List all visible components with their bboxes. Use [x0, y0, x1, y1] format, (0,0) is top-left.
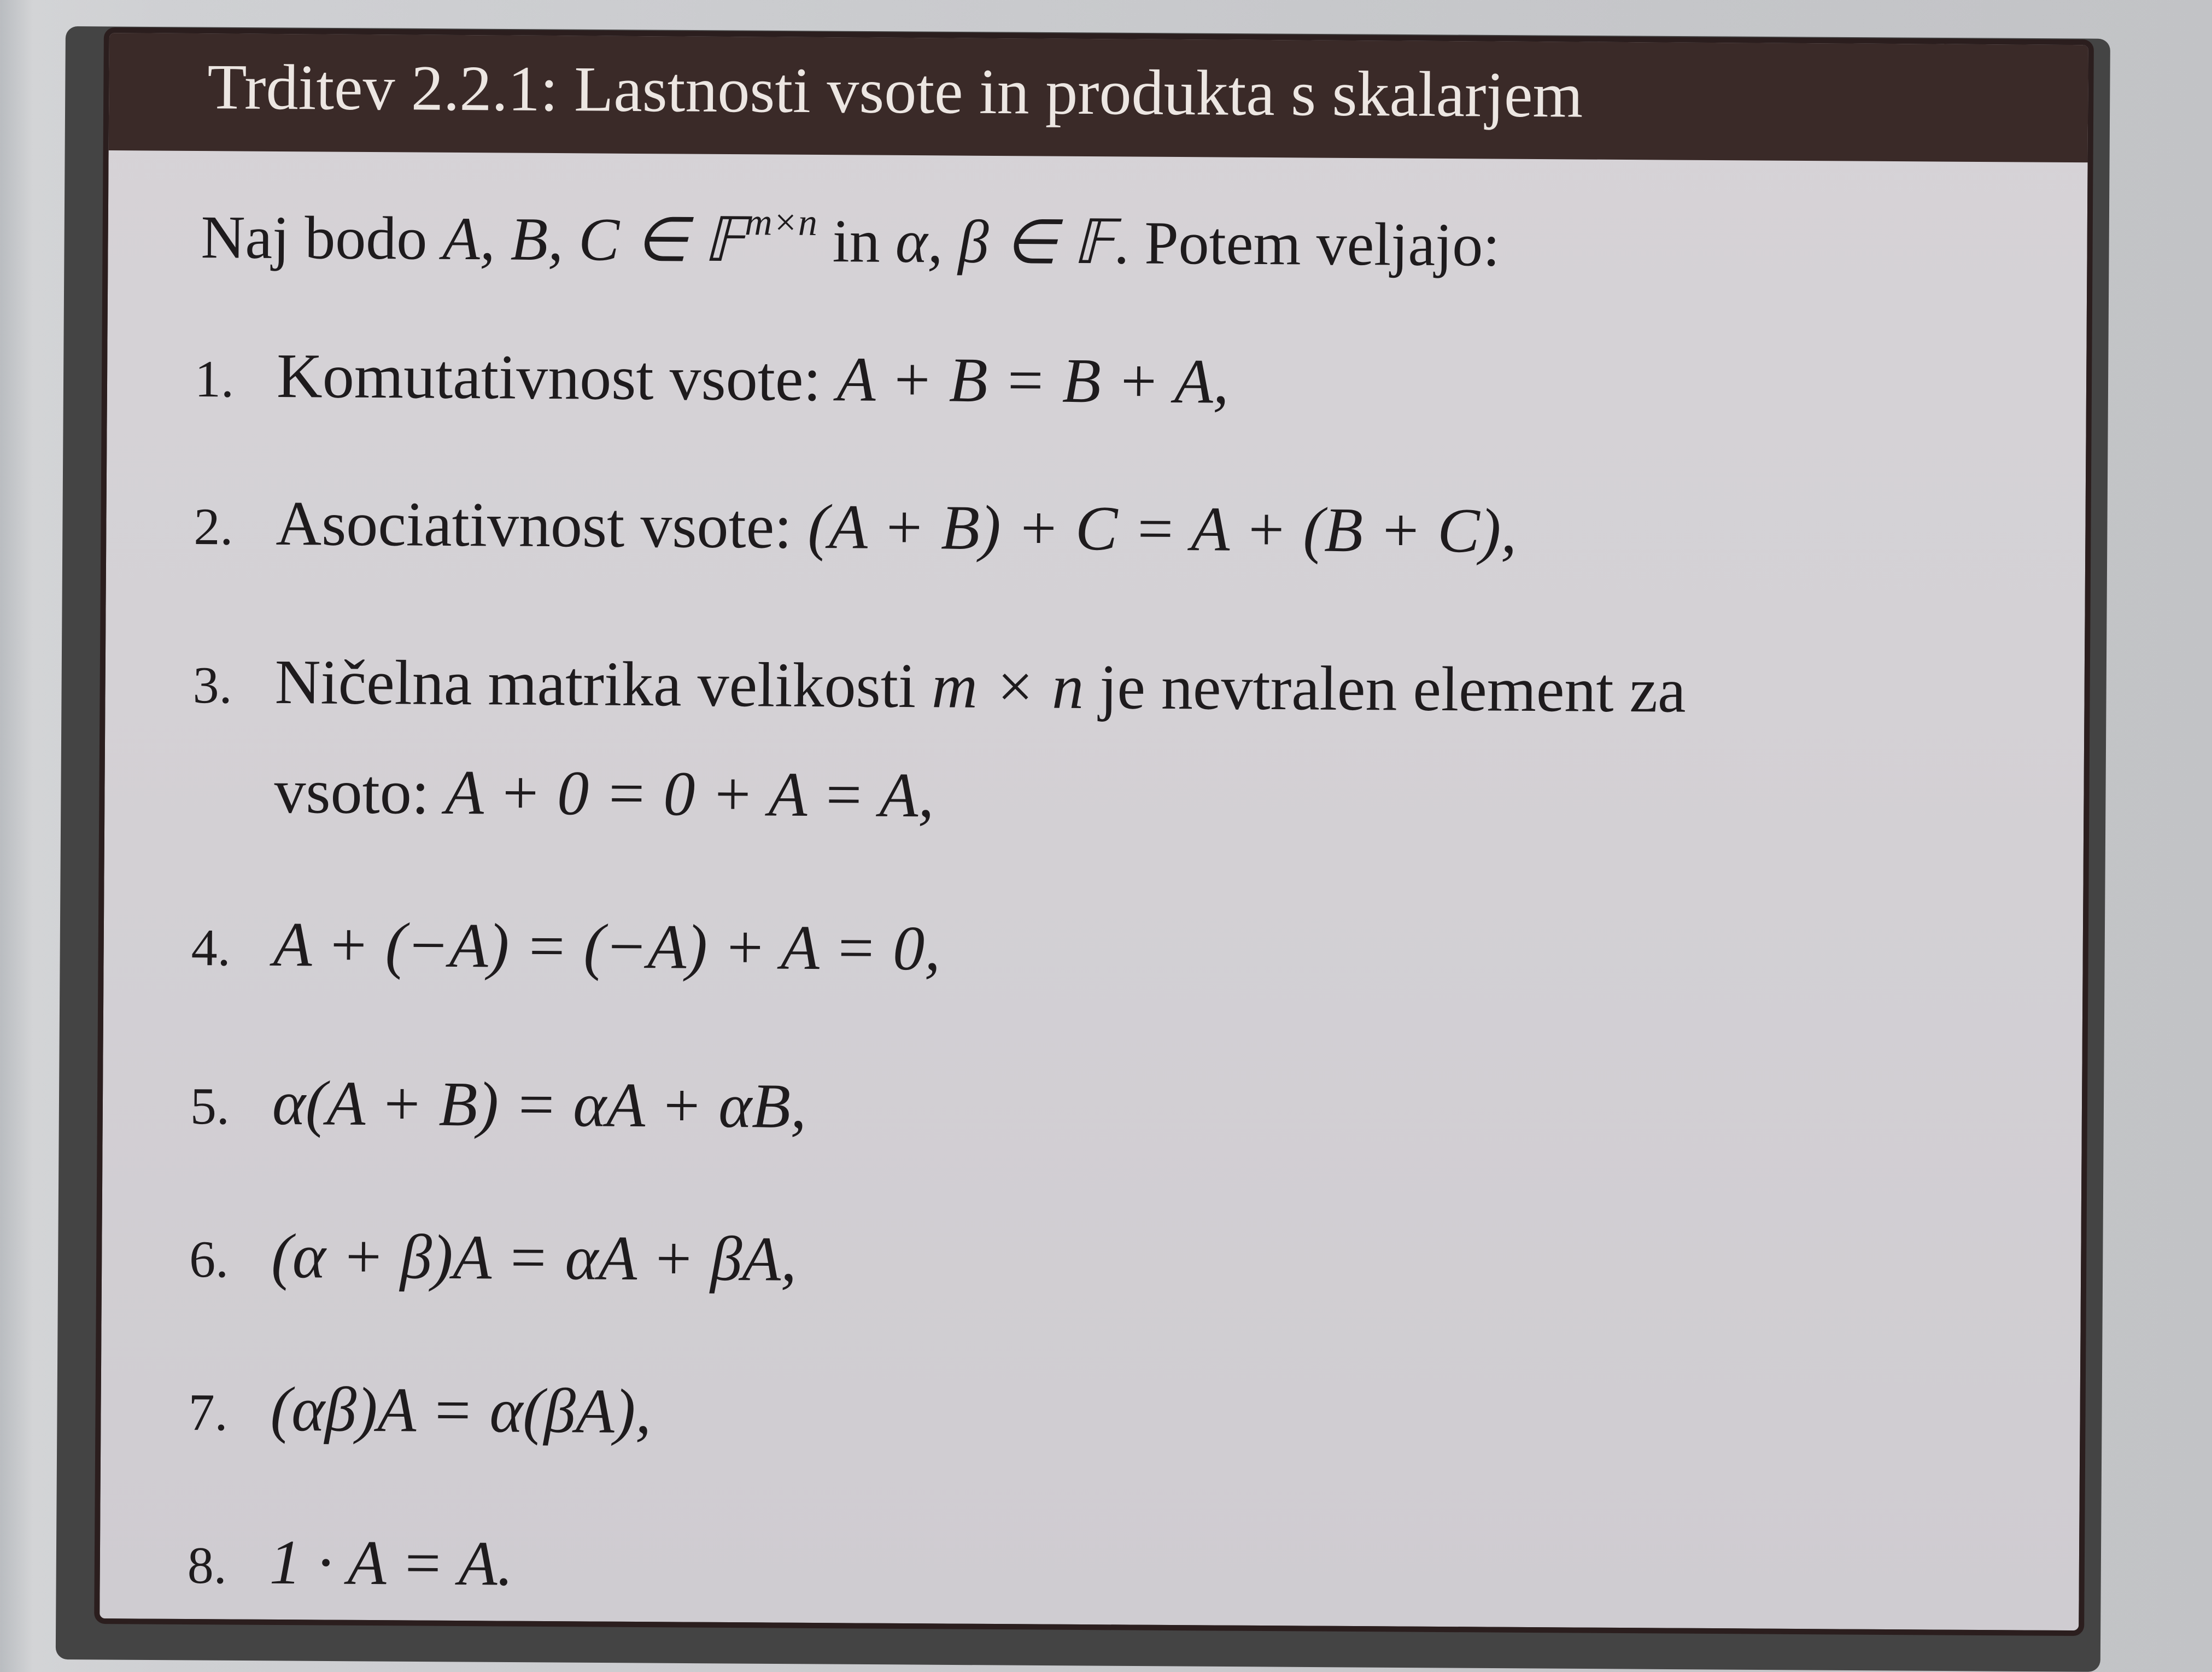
theorem-header: [109, 33, 2088, 162]
item-label: Komutativnost vsote:: [276, 341, 838, 415]
item-number: 3.: [192, 656, 232, 715]
list-item: [187, 1526, 513, 1601]
intro-sets: A, B, C ∈ 𝔽: [442, 204, 745, 275]
item-number: 7.: [188, 1382, 228, 1442]
item-label: Asociativnost vsote:: [276, 488, 808, 562]
intro-prefix: Naj bodo: [201, 203, 443, 273]
item-formula: (α + β)A = αA + βA,: [271, 1221, 797, 1295]
list-item: [190, 1067, 807, 1143]
intro-mid: in: [817, 207, 896, 276]
item-formula: m × n: [931, 651, 1084, 722]
item-number: 2.: [194, 497, 233, 556]
list-item: [191, 908, 940, 985]
item-label: vsoto:: [274, 756, 446, 828]
item-label-continued: je nevtralen element za: [1083, 652, 1687, 726]
theorem-box: [94, 27, 2094, 1636]
item-formula: (αβ)A = α(βA),: [270, 1374, 652, 1447]
item-formula: A + B = B + A,: [836, 344, 1230, 417]
intro-scalars: α, β ∈ 𝔽: [895, 207, 1114, 277]
intro-suffix: . Potem veljajo:: [1113, 209, 1500, 279]
list-item: [188, 1373, 652, 1448]
item-formula: A + (−A) = (−A) + A = 0,: [273, 909, 941, 984]
theorem-title: Trditev 2.2.1: Lastnosti vsote in produkta s skalarjem: [207, 51, 1583, 131]
list-item: [195, 340, 1229, 419]
list-item-continuation: [274, 756, 934, 832]
item-number: 1.: [194, 349, 235, 408]
item-formula: 1 · A = A.: [269, 1527, 513, 1599]
list-item: [192, 646, 1686, 728]
intro-dimension: m×n: [744, 201, 818, 244]
list-item: [194, 487, 1517, 568]
item-formula: A + 0 = 0 + A = A,: [444, 757, 934, 831]
item-number: 6.: [189, 1229, 229, 1289]
list-item: [189, 1220, 797, 1296]
item-label: Ničelna matrika velikosti: [274, 647, 932, 722]
item-number: 5.: [190, 1077, 230, 1136]
theorem-intro: [201, 197, 1500, 281]
item-formula: α(A + B) = αA + αB,: [272, 1068, 807, 1142]
item-number: 8.: [187, 1535, 227, 1595]
item-number: 4.: [191, 918, 231, 977]
item-formula: (A + B) + C = A + (B + C),: [807, 492, 1517, 566]
